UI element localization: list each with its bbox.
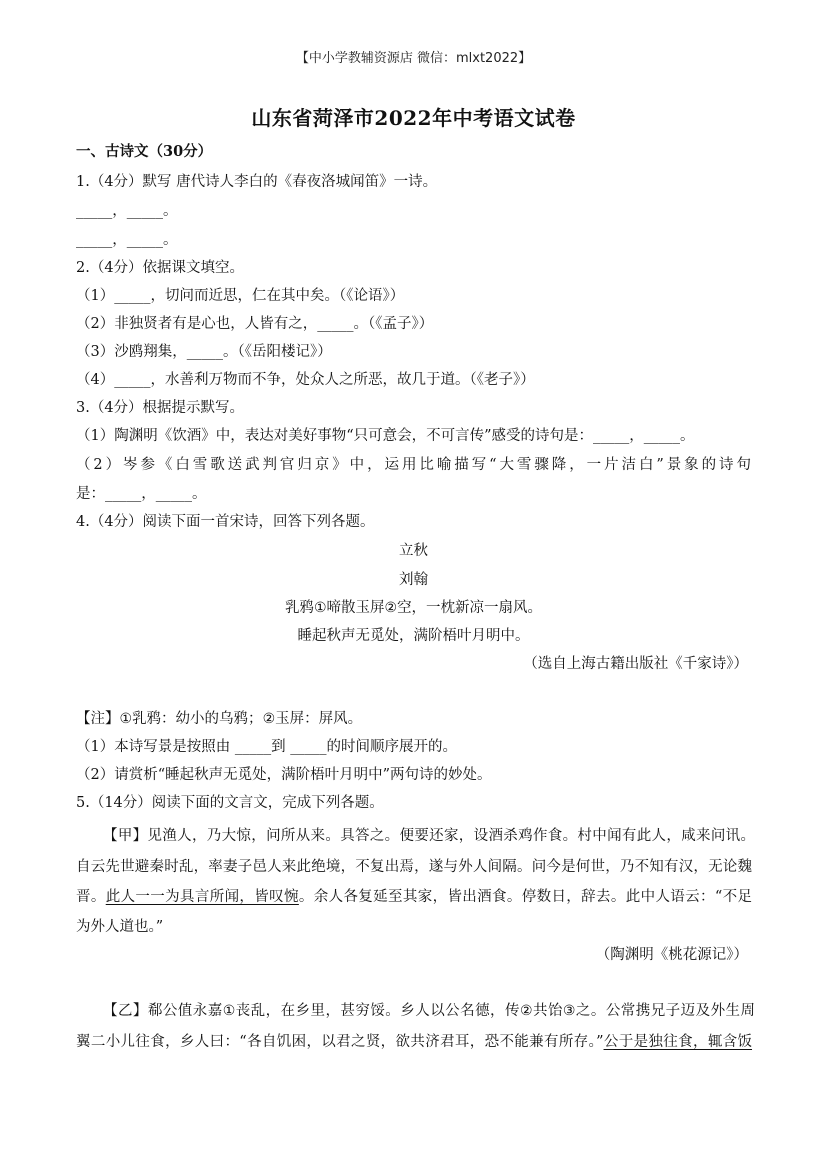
note-label: 【注】: [76, 711, 120, 727]
footnote-mark-2: ②: [384, 600, 398, 616]
q2-item-4: （4）_____，水善利万物而不争，处众人之所恶，故几于道。（《老子》）: [76, 372, 535, 388]
underlined-sentence-jia: 此人一一为具言所闻，皆叹惋: [105, 889, 299, 905]
section-heading: 一、古诗文（30分）: [76, 143, 213, 160]
passage-yi-line-1-a: 【乙】郗公值永嘉: [103, 1003, 223, 1019]
q3-stem: 3.（4分）根据提示默写。: [76, 400, 245, 416]
q5-stem: 5.（14分）阅读下面的文言文，完成下列各题。: [76, 795, 384, 811]
passage-yi-line-1-c: 共饴: [532, 1003, 563, 1019]
yi-footnote-mark-2: ②: [519, 1003, 533, 1019]
passage-yi-line-1-d: 之。公常携兄子迈及外生周: [575, 1003, 755, 1019]
q4-sub-1: （1）本诗写景是按照由 _____到 _____的时间顺序展开的。: [76, 739, 457, 755]
note-text-1: 乳鸦：幼小的乌鸦；: [132, 711, 263, 727]
q1-stem: 1.（4分）默写 唐代诗人李白的《春夜洛城闻笛》一诗。: [76, 174, 438, 190]
yi-footnote-mark-1: ①: [222, 1003, 236, 1019]
q2-item-1: （1）_____，切问而近思，仁在其中矣。（《论语》）: [76, 288, 405, 304]
passage-yi-line-2: [76, 1032, 752, 1052]
q2-stem: 2.（4分）依据课文填空。: [76, 260, 245, 276]
q3-item-2-line-1: （2）岑参《白雪歌送武判官归京》中，运用比喻描写“大雪骤降，一片洁白”景象的诗句: [76, 457, 751, 473]
passage-yi-line-1: [103, 1001, 755, 1021]
poem-line-1-part-b: 啼散玉屏: [326, 600, 385, 616]
poem-title: 立秋: [399, 543, 428, 559]
passage-yi-line-2-a: 翼二小儿往食，乡人曰：“各自饥困，以君之贤，欲共济君耳，恐不能兼有所存。”: [76, 1034, 604, 1050]
passage-jia-line-3-a: 晋。: [76, 889, 106, 905]
q4-sub-2: （2）请赏析“睡起秋声无觅处，满阶梧叶月明中”两句诗的妙处。: [76, 767, 492, 783]
q3-item-2-line-2: 是：_____，_____。: [76, 486, 207, 502]
poem-line-1: [0, 598, 827, 618]
poem-line-1-part-a: 乳鸦: [284, 600, 314, 616]
note-mark-1: ①: [119, 711, 133, 727]
yi-footnote-mark-3: ③: [562, 1003, 576, 1019]
passage-jia-line-3: [76, 887, 752, 907]
poem-source: （选自上海古籍出版社《千家诗》）: [523, 656, 748, 672]
passage-jia-line-1: 【甲】见渔人，乃大惊，问所从来。具答之。便要还家，设酒杀鸡作食。村中闻有此人，咸来问讯。: [103, 828, 755, 844]
underlined-sentence-yi: 公于是独往食，辄含饭: [603, 1034, 753, 1050]
note-mark-2: ②: [262, 711, 276, 727]
note-text-2: 玉屏：屏风。: [275, 711, 363, 727]
q2-item-2: （2）非独贤者有是心也，人皆有之，_____。（《孟子》）: [76, 316, 434, 332]
page-header: 【中小学教辅资源店 微信：mlxt2022】: [295, 51, 532, 66]
passage-jia-line-4: 为外人道也。”: [76, 919, 164, 935]
passage-jia-source: （陶渊明《桃花源记》）: [595, 947, 748, 963]
q1-blank-line-2: _____，_____。: [76, 232, 178, 248]
passage-yi-line-1-b: 丧乱，在乡里，甚穷馁。乡人以公名德，传: [235, 1003, 520, 1019]
q2-item-3: （3）沙鸥翔集，_____。（《岳阳楼记》）: [76, 344, 332, 360]
poem-author: 刘翰: [399, 572, 428, 588]
passage-jia-line-3-b: 。余人各复延至其家，皆出酒食。停数日，辞去。此中人语云：“不足: [298, 889, 753, 905]
page-title: 山东省菏泽市2022年中考语文试卷: [251, 106, 576, 130]
passage-jia-line-2: 自云先世避秦时乱，率妻子邑人来此绝境，不复出焉，遂与外人间隔。问今是何世，乃不知有汉，无论魏: [76, 859, 752, 875]
q1-blank-line-1: _____，_____。: [76, 203, 178, 219]
footnote-mark-1: ①: [313, 600, 327, 616]
poem-line-2: 睡起秋声无觅处，满阶梧叶月明中。: [297, 628, 530, 644]
q4-stem: 4.（4分）阅读下面一首宋诗，回答下列各题。: [76, 514, 375, 530]
q3-item-1: （1）陶渊明《饮酒》中，表达对美好事物“只可意会，不可言传”感受的诗句是：_____，_____。: [76, 428, 695, 444]
poem-note: [76, 709, 756, 729]
poem-line-1-part-c: 空，一枕新凉一扇风。: [397, 600, 543, 616]
